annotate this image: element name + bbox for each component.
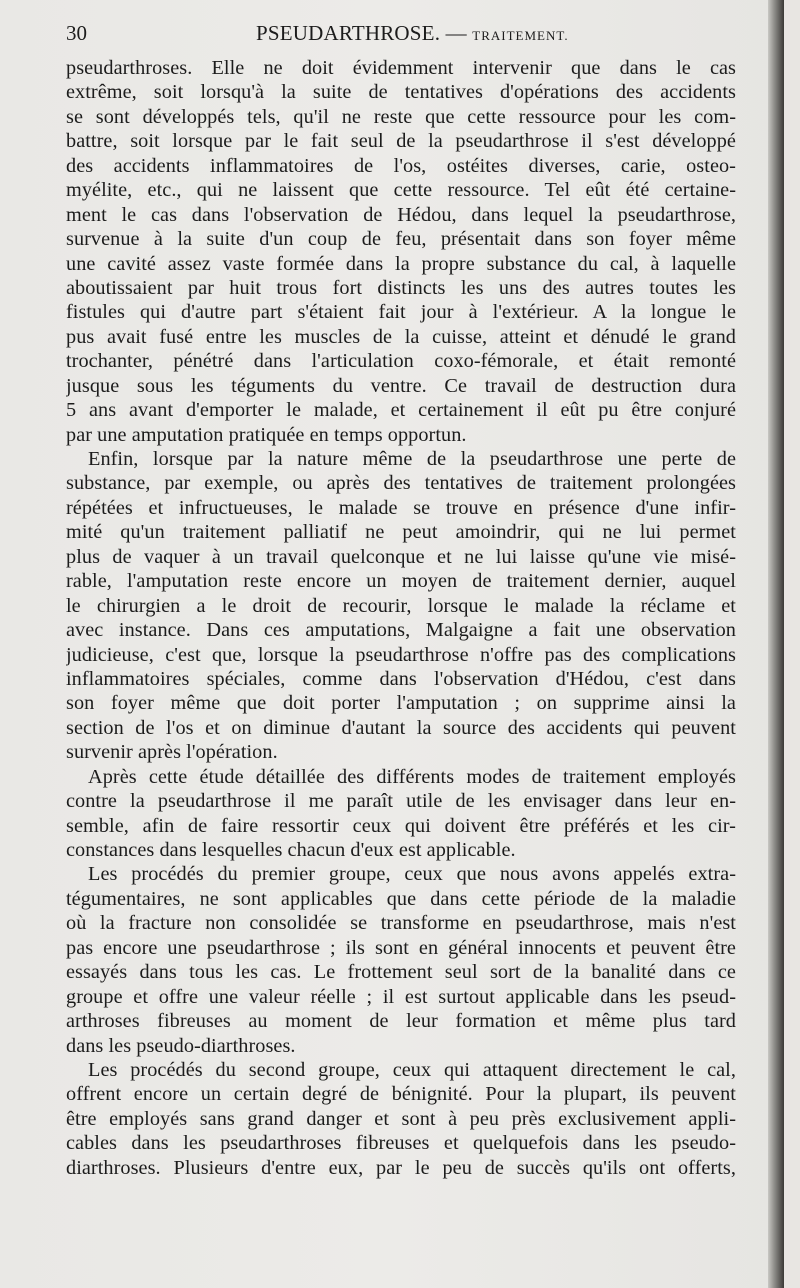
text-line: tégumentaires, ne sont applicables que dans cette période de la maladie xyxy=(66,887,736,910)
text-line: semble, afin de faire ressortir ceux qui doivent être préférés et les cir- xyxy=(66,814,736,837)
text-line: où la fracture non consolidée se transforme en pseudarthrose, mais n'est xyxy=(66,912,736,935)
text-line: survenue à la suite d'un coup de feu, présentait dans son foyer même xyxy=(66,228,736,251)
text-line: le chirurgien a le droit de recourir, lorsque le malade la réclame et xyxy=(66,594,736,617)
running-title-section: TRAITEMENT. xyxy=(472,28,569,43)
text-line: être employés sans grand danger et sont à peu près exclusivement appli- xyxy=(66,1107,736,1130)
text-line: inflammatoires spéciales, comme dans l'observation d'Hédou, c'est dans xyxy=(66,667,736,690)
text-line: trochanter, pénétré dans l'articulation coxo-fémorale, et était remonté xyxy=(66,350,736,373)
text-line: contre la pseudarthrose il me paraît utile de les envisager dans leur en- xyxy=(66,790,736,813)
text-line: pus avait fusé entre les muscles de la cuisse, atteint et dénudé le grand xyxy=(66,325,736,348)
page-number: 30 xyxy=(66,21,87,45)
text-line: pseudarthroses. Elle ne doit évidemment intervenir que dans le cas xyxy=(66,57,736,79)
text-line: diarthroses. Plusieurs d'entre eux, par le peu de succès qu'ils ont offerts, xyxy=(66,1156,736,1179)
text-line: jusque sous les téguments du ventre. Ce travail de destruction dura xyxy=(66,374,736,397)
text-line: ment le cas dans l'observation de Hédou, dans lequel la pseudarthrose, xyxy=(66,203,736,226)
text-line: répétées et infructueuses, le malade se trouve en présence d'une infir- xyxy=(66,496,736,519)
text-line: extrême, soit lorsqu'à la suite de tentatives d'opérations des accidents xyxy=(66,81,736,104)
text-line: mité qu'un traitement palliatif ne peut amoindrir, qui ne lui permet xyxy=(66,521,736,544)
text-line: cables dans les pseudarthroses fibreuses et quelquefois dans les pseudo- xyxy=(66,1132,736,1155)
text-line: survenir après l'opération. xyxy=(66,741,278,764)
text-line: groupe et offre une valeur réelle ; il est surtout applicable dans les pseud- xyxy=(66,985,736,1008)
text-line: Les procédés du premier groupe, ceux que nous avons appelés extra- xyxy=(88,863,736,886)
text-line: arthroses fibreuses au moment de leur formation et même plus tard xyxy=(66,1010,736,1033)
text-line: section de l'os et on diminue d'autant la source des accidents qui peuvent xyxy=(66,716,736,739)
text-line: myélite, etc., qui ne laissent que cette ressource. Tel eût été certaine- xyxy=(66,179,736,202)
text-line: Les procédés du second groupe, ceux qui attaquent directement le cal, xyxy=(88,1058,736,1081)
text-line: 5 ans avant d'emporter le malade, et certainement il eût pu être conjuré xyxy=(66,399,736,422)
text-line: Enfin, lorsque par la nature même de la pseudarthrose une perte de xyxy=(88,448,736,470)
text-line: aboutissaient par huit trous fort distincts les uns des autres toutes les xyxy=(66,276,736,299)
text-line: rable, l'amputation reste encore un moyen de traitement dernier, auquel xyxy=(66,570,736,593)
body-text xyxy=(66,56,736,1180)
text-line: son foyer même que doit porter l'amputation ; on supprime ainsi la xyxy=(66,692,736,715)
running-header xyxy=(66,18,736,48)
text-line: battre, soit lorsque par le fait seul de la pseudarthrose il s'est développé xyxy=(66,130,736,153)
text-line: des accidents inflammatoires de l'os, ostéites diverses, carie, osteo- xyxy=(66,154,736,177)
text-line: fistules qui d'autre part s'étaient fait jour à l'extérieur. A la longue le xyxy=(66,301,736,324)
text-line: pas encore une pseudarthrose ; ils sont en général innocents et peuvent être xyxy=(66,936,736,959)
running-title xyxy=(256,18,569,51)
text-line: constances dans lesquelles chacun d'eux est applicable. xyxy=(66,839,516,861)
text-line: par une amputation pratiquée en temps opportun. xyxy=(66,423,467,446)
text-line: substance, par exemple, ou après des tentatives de traitement prolongées xyxy=(66,472,736,495)
text-line: essayés dans tous les cas. Le frottement seul sort de la banalité dans ce xyxy=(66,961,736,984)
text-line: judicieuse, c'est que, lorsque la pseudarthrose n'offre pas des complications xyxy=(66,643,736,666)
page-edge-shadow xyxy=(768,0,784,1288)
text-line: dans les pseudo-diarthroses. xyxy=(66,1034,296,1057)
text-line: une cavité assez vaste formée dans la propre substance du cal, à laquelle xyxy=(66,252,736,275)
text-line: offrent encore un certain degré de bénignité. Pour la plupart, ils peuvent xyxy=(66,1083,736,1106)
text-line: se sont développés tels, qu'il ne reste que cette ressource pour les com- xyxy=(66,105,736,128)
running-title-main: PSEUDARTHROSE. — xyxy=(256,21,467,45)
text-line: avec instance. Dans ces amputations, Malgaigne a fait une observation xyxy=(66,619,736,642)
text-line: plus de vaquer à un travail quelconque et ne lui laisse qu'une vie misé- xyxy=(66,545,736,568)
text-line: Après cette étude détaillée des différents modes de traitement employés xyxy=(88,765,736,788)
